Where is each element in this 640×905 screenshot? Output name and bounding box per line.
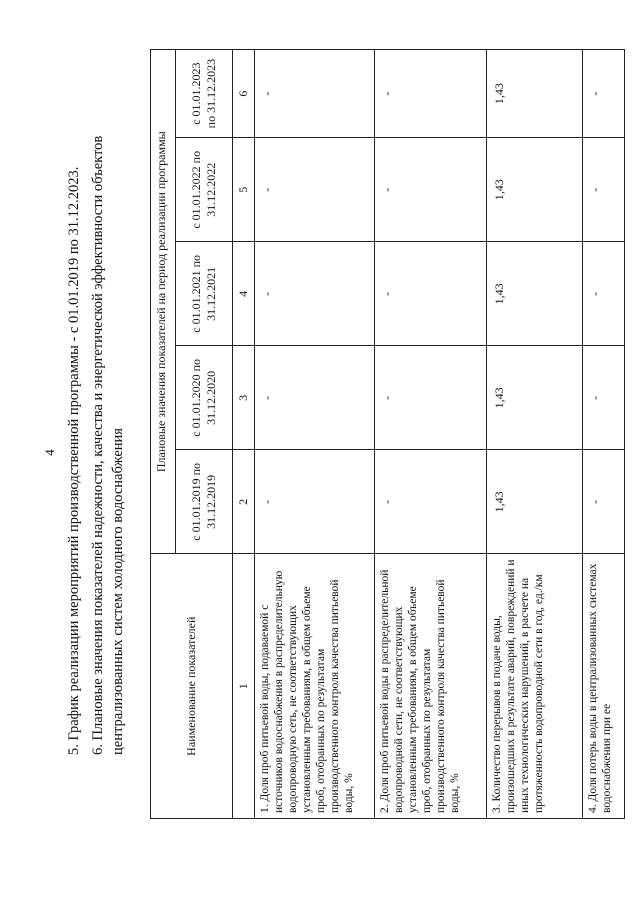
table-row — [583, 50, 625, 819]
indicator-label: 4. Доля потерь воды в централизованных системах водоснабжения при ее — [583, 554, 625, 819]
period-header-2021: с 01.01.2021 по 31.12.2021 — [176, 242, 233, 346]
column-number: 3 — [233, 346, 255, 450]
indicator-value: 1,43 — [487, 50, 583, 138]
period-header-2020: с 01.01.2020 по 31.12.2020 — [176, 346, 233, 450]
section-6-heading: 6. Плановые значения показателей надежности, качества и энергетической эффективности объектов централизованных систем холодного водоснабжения — [90, 135, 126, 755]
indicator-value: - — [583, 138, 625, 242]
indicator-name-header: Наименование показателей — [151, 554, 233, 819]
indicator-label: 3. Количество перерывов в подаче воды, произошедших в результате аварий, повреждений и иных технологических нарушений, в расчете на протяженность водопроводной сети в год, ед./км — [487, 554, 583, 819]
section-5-heading: 5. График реализации мероприятий производственной программы - с 01.01.2019 по 31.12.2023. — [66, 166, 82, 755]
period-header-2023: с 01.01.2023 по 31.12.2023 — [176, 50, 233, 138]
indicator-value: 1,43 — [487, 450, 583, 554]
column-number: 6 — [233, 50, 255, 138]
planned-values-group-header: Плановые значения показателей на период реализации программы — [151, 50, 176, 554]
indicator-value: - — [255, 242, 375, 346]
table-row — [255, 50, 375, 819]
period-header-2019: с 01.01.2019 по 31.12.2019 — [176, 450, 233, 554]
indicator-label: 1. Доля проб питьевой воды, подаваемой с источников водоснабжения в распределительную водопроводную сеть, не соответствующих установленным требованиям, в общем объеме проб, отобранных по результатам производственного контроля качества питьевой воды, % — [255, 554, 375, 819]
table-row — [487, 50, 583, 819]
column-number: 5 — [233, 138, 255, 242]
column-number: 4 — [233, 242, 255, 346]
indicator-value: - — [583, 346, 625, 450]
indicator-value: - — [255, 346, 375, 450]
indicator-value: - — [583, 50, 625, 138]
table-row — [375, 50, 487, 819]
indicator-value: - — [375, 242, 487, 346]
column-number-row — [233, 50, 255, 819]
indicator-value: - — [375, 450, 487, 554]
indicator-value: - — [583, 450, 625, 554]
indicator-value: - — [255, 138, 375, 242]
indicator-label: 2. Доля проб питьевой воды в распределительной водопроводной сети, не соответствующих установленным требованиям, в общем объеме проб, отобранных по результатам производственного контроля качества питьевой воды, % — [375, 554, 487, 819]
column-number: 2 — [233, 450, 255, 554]
period-header-2022: с 01.01.2022 по 31.12.2022 — [176, 138, 233, 242]
indicator-value: - — [255, 50, 375, 138]
column-number: 1 — [233, 554, 255, 819]
indicator-value: 1,43 — [487, 346, 583, 450]
indicator-value: 1,43 — [487, 138, 583, 242]
indicator-value: - — [375, 138, 487, 242]
page-number: 4 — [42, 449, 57, 456]
indicators-table — [150, 49, 625, 819]
indicator-value: - — [255, 450, 375, 554]
indicator-value: - — [375, 50, 487, 138]
indicator-value: - — [583, 242, 625, 346]
indicator-value: 1,43 — [487, 242, 583, 346]
indicator-value: - — [375, 346, 487, 450]
